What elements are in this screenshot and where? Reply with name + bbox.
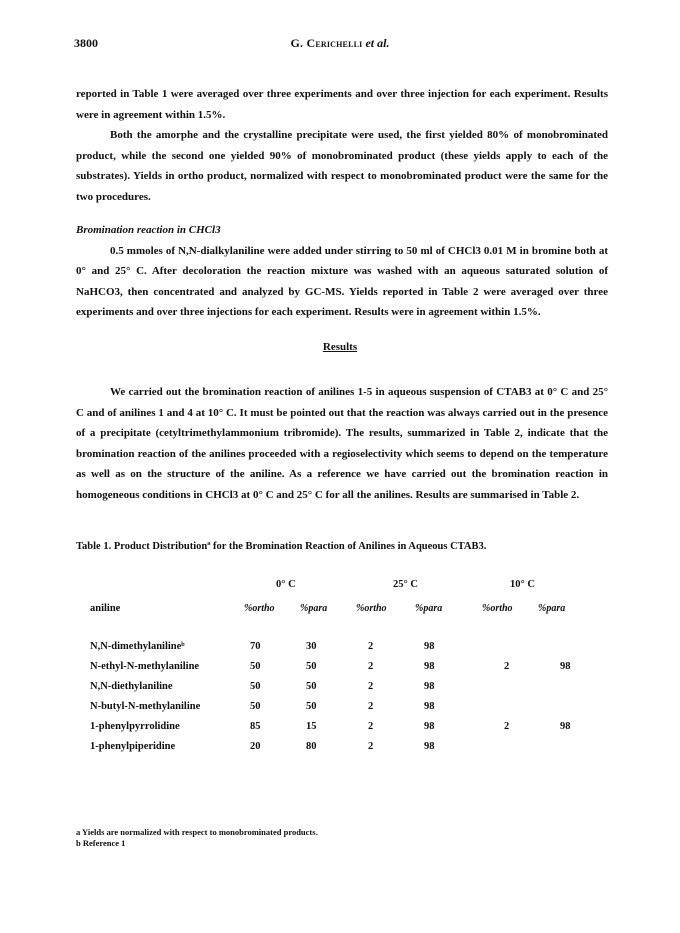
temp-header-10: 10° C — [510, 579, 535, 590]
col-ortho-0: %ortho — [244, 603, 275, 614]
col-ortho-10: %ortho — [482, 603, 513, 614]
col-para-10: %para — [538, 603, 566, 614]
aniline-name-cell: 1-phenylpyrrolidine — [90, 721, 180, 732]
aniline-name-cell: N,N-dimethylanilineᵇ — [90, 641, 185, 652]
value-cell-o10: 2 — [504, 721, 510, 732]
aniline-name-cell: N-ethyl-N-methylaniline — [90, 661, 200, 672]
value-cell-p25: 98 — [424, 641, 435, 652]
value-cell-p0: 50 — [306, 701, 317, 712]
value-cell-p25: 98 — [424, 661, 435, 672]
value-cell-p0: 50 — [306, 681, 317, 692]
value-cell-o25: 2 — [368, 721, 374, 732]
value-cell-p0: 80 — [306, 741, 317, 752]
value-cell-p25: 98 — [424, 681, 435, 692]
aniline-name-cell: N-butyl-N-methylaniline — [90, 701, 201, 712]
col-ortho-25: %ortho — [356, 603, 387, 614]
intro-paragraph-2: Both the amorphe and the crystalline precipitate were used, the first yielded 80% of monobrominated product, while the second one yielded 90% of monobrominated product (these yields apply to each of the substrates). Yields in ortho product, normalized with respect to monobrominated product were the same for the two procedures. — [76, 129, 608, 203]
aniline-name-cell: N,N-diethylaniline — [90, 681, 173, 692]
value-cell-o0: 70 — [250, 641, 261, 652]
value-cell-o0: 20 — [250, 741, 261, 752]
value-cell-o0: 50 — [250, 701, 261, 712]
page-number: 3800 — [74, 36, 98, 50]
value-cell-p0: 15 — [306, 721, 317, 732]
value-cell-o25: 2 — [368, 741, 374, 752]
bromination-subheading: Bromination reaction in CHCl3 — [76, 224, 221, 236]
value-cell-p10: 98 — [560, 661, 571, 672]
value-cell-o0: 85 — [250, 721, 261, 732]
row-header-aniline: aniline — [90, 603, 121, 614]
running-title-etal: et al. — [365, 36, 390, 50]
temp-header-0: 0° C — [276, 579, 296, 590]
intro-paragraph-1: reported in Table 1 were averaged over three experiments and over three injection for each experiment. Results were in agreement within 1.5%. — [76, 88, 608, 121]
bromination-paragraph: 0.5 mmoles of N,N-dialkylaniline were added under stirring to 50 ml of CHCl3 0.01 M in bromine both at 0° and 25° C. After decoloration the reaction mixture was washed with an aqueous saturated solution of NaHCO3, then concentrated and analyzed by GC-MS. Yields reported in Table 2 were averaged over three experiments and over three injections for each experiment. Results were in agreement within 1.5%. — [76, 244, 608, 318]
results-paragraph: We carried out the bromination reaction of anilines 1-5 in aqueous suspension of CTAB3 at 0° C and 25° C and of anilines 1 and 4 at 10° C. It must be pointed out that the reaction was always carried out in the presence of a precipitate (cetyltrimethylammonium tribromide). The results, summarized in Table 2, indicate that the bromination reaction of the anilines proceeded with a regioselectivity which seems to depend on the temperature as well as on the structure of the aniline. As a reference we have carried out the bromination reaction in homogeneous conditions in CHCl3 at 0° C and 25° C for all the anilines. Results are summarised in Table 2. — [76, 386, 608, 501]
col-para-25: %para — [415, 603, 443, 614]
value-cell-o0: 50 — [250, 681, 261, 692]
value-cell-p25: 98 — [424, 741, 435, 752]
results-heading: Results — [322, 341, 358, 353]
value-cell-o25: 2 — [368, 641, 374, 652]
value-cell-p0: 50 — [306, 661, 317, 672]
table-caption: Table 1. Product Distributionª for the Bromination Reaction of Anilines in Aqueous CTAB3. — [76, 541, 487, 552]
value-cell-p10: 98 — [560, 721, 571, 732]
footnote-a: a Yields are normalized with respect to monobrominated products. — [76, 827, 318, 837]
value-cell-o0: 50 — [250, 661, 261, 672]
temp-header-25: 25° C — [393, 579, 418, 590]
value-cell-o25: 2 — [368, 661, 374, 672]
value-cell-o25: 2 — [368, 701, 374, 712]
value-cell-p25: 98 — [424, 721, 435, 732]
value-cell-p25: 98 — [424, 701, 435, 712]
value-cell-o10: 2 — [504, 661, 510, 672]
value-cell-p0: 30 — [306, 641, 317, 652]
aniline-name-cell: 1-phenylpiperidine — [90, 741, 176, 752]
col-para-0: %para — [300, 603, 328, 614]
footnote-b: b Reference 1 — [76, 838, 126, 848]
running-title-authors: G. Cerichelli — [290, 36, 363, 50]
value-cell-o25: 2 — [368, 681, 374, 692]
